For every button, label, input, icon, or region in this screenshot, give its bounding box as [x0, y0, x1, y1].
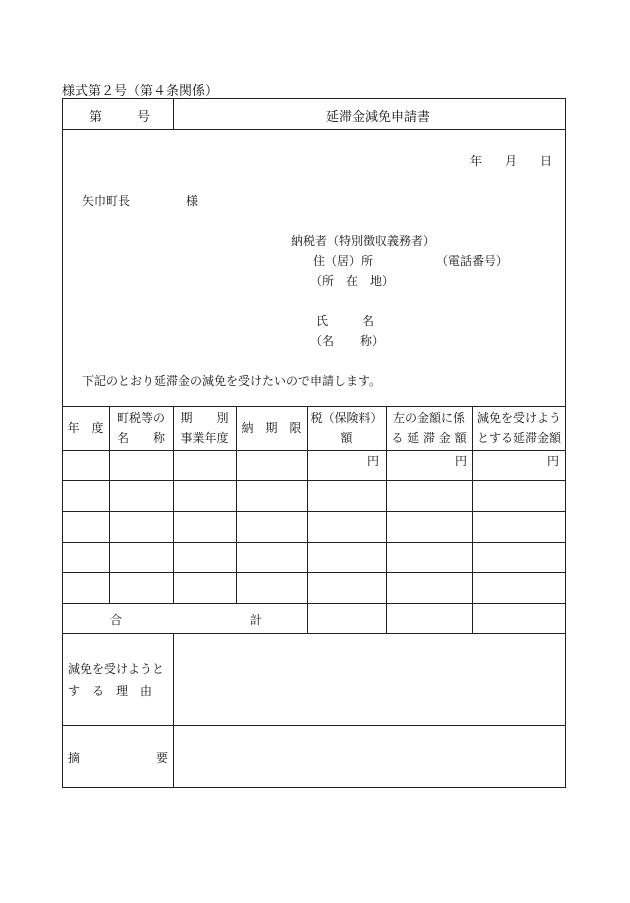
title-label-2: 称）	[360, 334, 385, 348]
title-label-1: （名	[310, 334, 335, 348]
reason-label-line-2: す る 理 由	[68, 684, 153, 698]
header-late-fee: 左の金額に係 る 延 滞 金 額	[391, 411, 467, 445]
header-period: 期 別 事業年度	[180, 411, 229, 445]
name-label-1: 氏	[316, 314, 329, 328]
name-label-2: 名	[362, 314, 375, 328]
header-bottom-line	[62, 129, 566, 130]
row-line-3	[62, 542, 566, 543]
address-label: 住（居）所	[313, 254, 374, 268]
applicant-role: 納税者（特別徴収義務者）	[291, 234, 436, 248]
header-year: 年 度	[67, 421, 104, 435]
reason-bottom-line	[62, 725, 566, 726]
date-day: 日	[540, 154, 553, 168]
addressee-honorific: 様	[186, 194, 199, 208]
phone-label: （電話番号）	[436, 254, 509, 268]
yen-unit-exempt: 円	[547, 454, 560, 468]
date-year: 年	[470, 154, 483, 168]
header-divider	[173, 98, 174, 129]
total-label-left: 合	[110, 613, 123, 627]
request-statement: 下記のとおり延滞金の減免を受けたいので申請します。	[82, 374, 382, 388]
header-tax-amount: 税（保険料） 額	[310, 411, 383, 445]
addressee-name: 矢巾町長	[82, 194, 131, 208]
row-line-2	[62, 511, 566, 512]
header-tax-name: 町税等の 名 称	[116, 411, 165, 445]
header-exempt-amount: 減免を受けよう とする延滞金額	[476, 411, 561, 445]
date-month: 月	[505, 154, 518, 168]
table-header-bottom-line	[62, 450, 566, 451]
yen-unit-late-fee: 円	[455, 454, 468, 468]
form-label: 様式第２号（第４条関係）	[62, 84, 219, 99]
location-label: （所 在 地）	[310, 274, 395, 288]
row-line-4	[62, 572, 566, 573]
number-label-right: 号	[137, 110, 151, 125]
reason-divider	[173, 633, 174, 788]
total-label-right: 計	[250, 613, 263, 627]
remarks-label-right: 要	[156, 751, 169, 765]
yen-unit-tax: 円	[367, 454, 380, 468]
row-line-1	[62, 480, 566, 481]
reason-label-line-1: 減免を受けようと	[68, 662, 165, 676]
header-due-date: 納 期 限	[241, 421, 302, 435]
total-bottom-line	[62, 633, 566, 634]
remarks-label-left: 摘	[68, 751, 81, 765]
number-label-left: 第	[89, 110, 103, 125]
form-title: 延滞金減免申請書	[326, 110, 431, 125]
row-line-5	[62, 603, 566, 604]
